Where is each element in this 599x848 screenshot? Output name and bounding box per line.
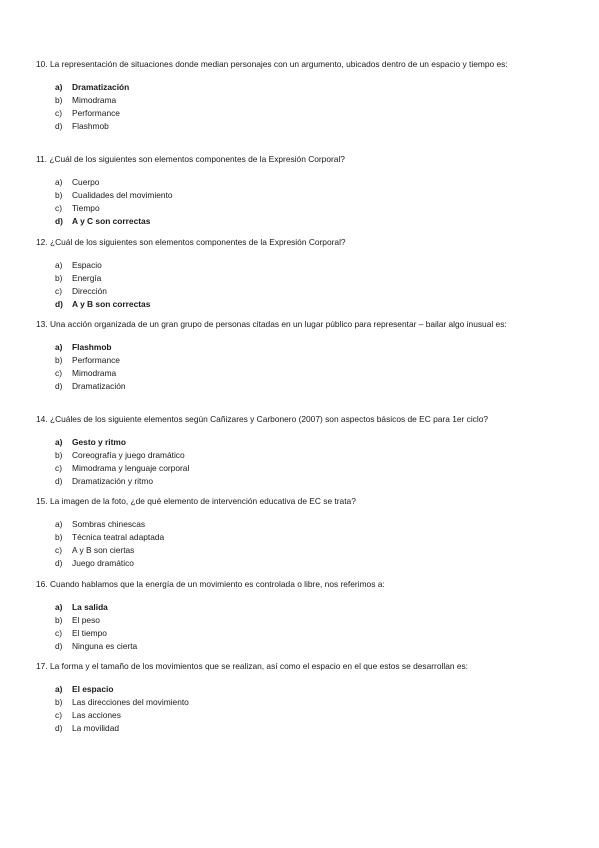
option-letter: d) — [55, 723, 63, 734]
option-text: Dirección — [72, 286, 107, 296]
option-letter: d) — [55, 121, 63, 132]
option-letter: b) — [55, 189, 63, 200]
option-text: Mimodrama — [72, 94, 117, 105]
option-text: La movilidad — [72, 723, 120, 734]
option-letter: c) — [55, 463, 62, 473]
option-letter: b) — [55, 614, 63, 625]
option-letter: c) — [55, 203, 62, 213]
question-12 — [36, 237, 568, 311]
option-text: El peso — [72, 614, 100, 625]
option-text: Gesto y ritmo — [72, 436, 126, 447]
options-list — [36, 601, 568, 654]
option-text: Flashmob — [72, 121, 109, 132]
options-list — [36, 259, 568, 312]
option-text: Energía — [72, 272, 102, 283]
question-stem: 13. Una acción organizada de un gran grupo de personas citadas en un lugar público para representar – bailar algo inusual es: — [36, 319, 507, 329]
option-text: Mimodrama — [72, 368, 117, 378]
option-letter: c) — [55, 368, 62, 378]
option-d — [55, 722, 568, 735]
option-letter: b) — [55, 272, 63, 283]
option-letter: a) — [55, 176, 63, 187]
option-b — [55, 272, 568, 285]
option-letter: a) — [55, 601, 63, 612]
option-text: El espacio — [72, 683, 114, 694]
options-list — [36, 683, 568, 736]
option-b — [55, 94, 568, 107]
option-text: Técnica teatral adaptada — [72, 531, 165, 542]
option-text: Las acciones — [72, 710, 121, 720]
option-text: A y B son ciertas — [72, 545, 135, 555]
option-c — [55, 709, 568, 722]
option-b — [55, 531, 568, 544]
options-list — [36, 341, 568, 394]
option-letter: a) — [55, 436, 63, 447]
option-d — [55, 475, 568, 488]
option-a — [55, 436, 568, 449]
option-c — [55, 107, 568, 120]
option-text: Tiempo — [72, 203, 100, 213]
option-d — [55, 215, 568, 228]
option-letter: b) — [55, 94, 63, 105]
option-a — [55, 518, 568, 531]
option-d — [55, 557, 568, 570]
option-letter: a) — [55, 518, 63, 529]
option-letter: d) — [55, 216, 63, 227]
option-letter: d) — [55, 299, 63, 310]
question-stem: 17. La forma y el tamaño de los movimientos que se realizan, así como el espacio en el que estos se desarrollan es: — [36, 661, 469, 671]
question-13 — [36, 319, 568, 393]
options-list — [36, 436, 568, 489]
option-letter: c) — [55, 628, 62, 638]
option-text: Flashmob — [72, 341, 112, 352]
option-d — [55, 640, 568, 653]
option-c — [55, 462, 568, 475]
option-b — [55, 614, 568, 627]
option-letter: b) — [55, 354, 63, 365]
option-text: Dramatización — [72, 81, 130, 92]
option-a — [55, 259, 568, 272]
option-text: El tiempo — [72, 628, 107, 638]
question-16 — [36, 579, 568, 653]
option-a — [55, 341, 568, 354]
option-text: Performance — [72, 354, 120, 365]
option-text: Dramatización y ritmo — [72, 476, 153, 487]
option-c — [55, 544, 568, 557]
option-letter: a) — [55, 341, 63, 352]
option-text: Ninguna es cierta — [72, 641, 138, 652]
option-c — [55, 285, 568, 298]
question-15 — [36, 496, 568, 570]
option-text: Cualidades del movimiento — [72, 189, 173, 200]
option-letter: d) — [55, 641, 63, 652]
option-letter: c) — [55, 286, 62, 296]
option-text: Coreografía y juego dramático — [72, 449, 185, 460]
option-text: A y B son correctas — [72, 299, 151, 310]
option-text: Espacio — [72, 259, 102, 270]
option-b — [55, 696, 568, 709]
question-stem: 10. La representación de situaciones donde median personajes con un argumento, ubicados dentro de un espacio y tiempo es: — [36, 59, 508, 69]
option-letter: a) — [55, 683, 63, 694]
option-b — [55, 189, 568, 202]
options-list — [36, 81, 568, 134]
question-stem: 16. Cuando hablamos que la energía de un movimiento es controlada o libre, nos referimos a: — [36, 579, 385, 589]
option-letter: d) — [55, 476, 63, 487]
option-letter: c) — [55, 545, 62, 555]
question-stem: 11. ¿Cuál de los siguientes son elementos componentes de la Expresión Corporal? — [36, 154, 345, 164]
option-letter: a) — [55, 259, 63, 270]
question-11 — [36, 154, 568, 228]
option-text: Performance — [72, 108, 120, 118]
option-text: Dramatización — [72, 381, 126, 392]
option-text: Las direcciones del movimiento — [72, 696, 189, 707]
option-letter: b) — [55, 696, 63, 707]
option-text: Cuerpo — [72, 176, 100, 187]
option-letter: a) — [55, 81, 63, 92]
option-text: Mimodrama y lenguaje corporal — [72, 463, 190, 473]
option-d — [55, 380, 568, 393]
question-17 — [36, 661, 568, 735]
option-letter: d) — [55, 381, 63, 392]
question-stem: 14. ¿Cuáles de los siguiente elementos según Cañizares y Carbonero (2007) son aspectos básicos de EC para 1er ciclo? — [36, 414, 489, 424]
option-letter: c) — [55, 108, 62, 118]
option-c — [55, 627, 568, 640]
option-letter: b) — [55, 449, 63, 460]
question-stem: 12. ¿Cuál de los siguientes son elementos componentes de la Expresión Corporal? — [36, 237, 346, 247]
option-letter: b) — [55, 531, 63, 542]
option-a — [55, 176, 568, 189]
option-a — [55, 601, 568, 614]
question-stem: 15. La imagen de la foto, ¿de qué elemento de intervención educativa de EC se trata? — [36, 496, 356, 506]
question-10 — [36, 59, 568, 133]
option-text: Juego dramático — [72, 558, 134, 569]
option-text: Sombras chinescas — [72, 518, 146, 529]
option-letter: c) — [55, 710, 62, 720]
option-a — [55, 81, 568, 94]
question-14 — [36, 414, 568, 488]
option-letter: d) — [55, 558, 63, 569]
option-a — [55, 683, 568, 696]
option-c — [55, 202, 568, 215]
options-list — [36, 176, 568, 229]
option-text: A y C son correctas — [72, 216, 151, 227]
option-d — [55, 298, 568, 311]
option-b — [55, 354, 568, 367]
option-text: La salida — [72, 601, 108, 612]
options-list — [36, 518, 568, 571]
option-c — [55, 367, 568, 380]
option-b — [55, 449, 568, 462]
option-d — [55, 120, 568, 133]
